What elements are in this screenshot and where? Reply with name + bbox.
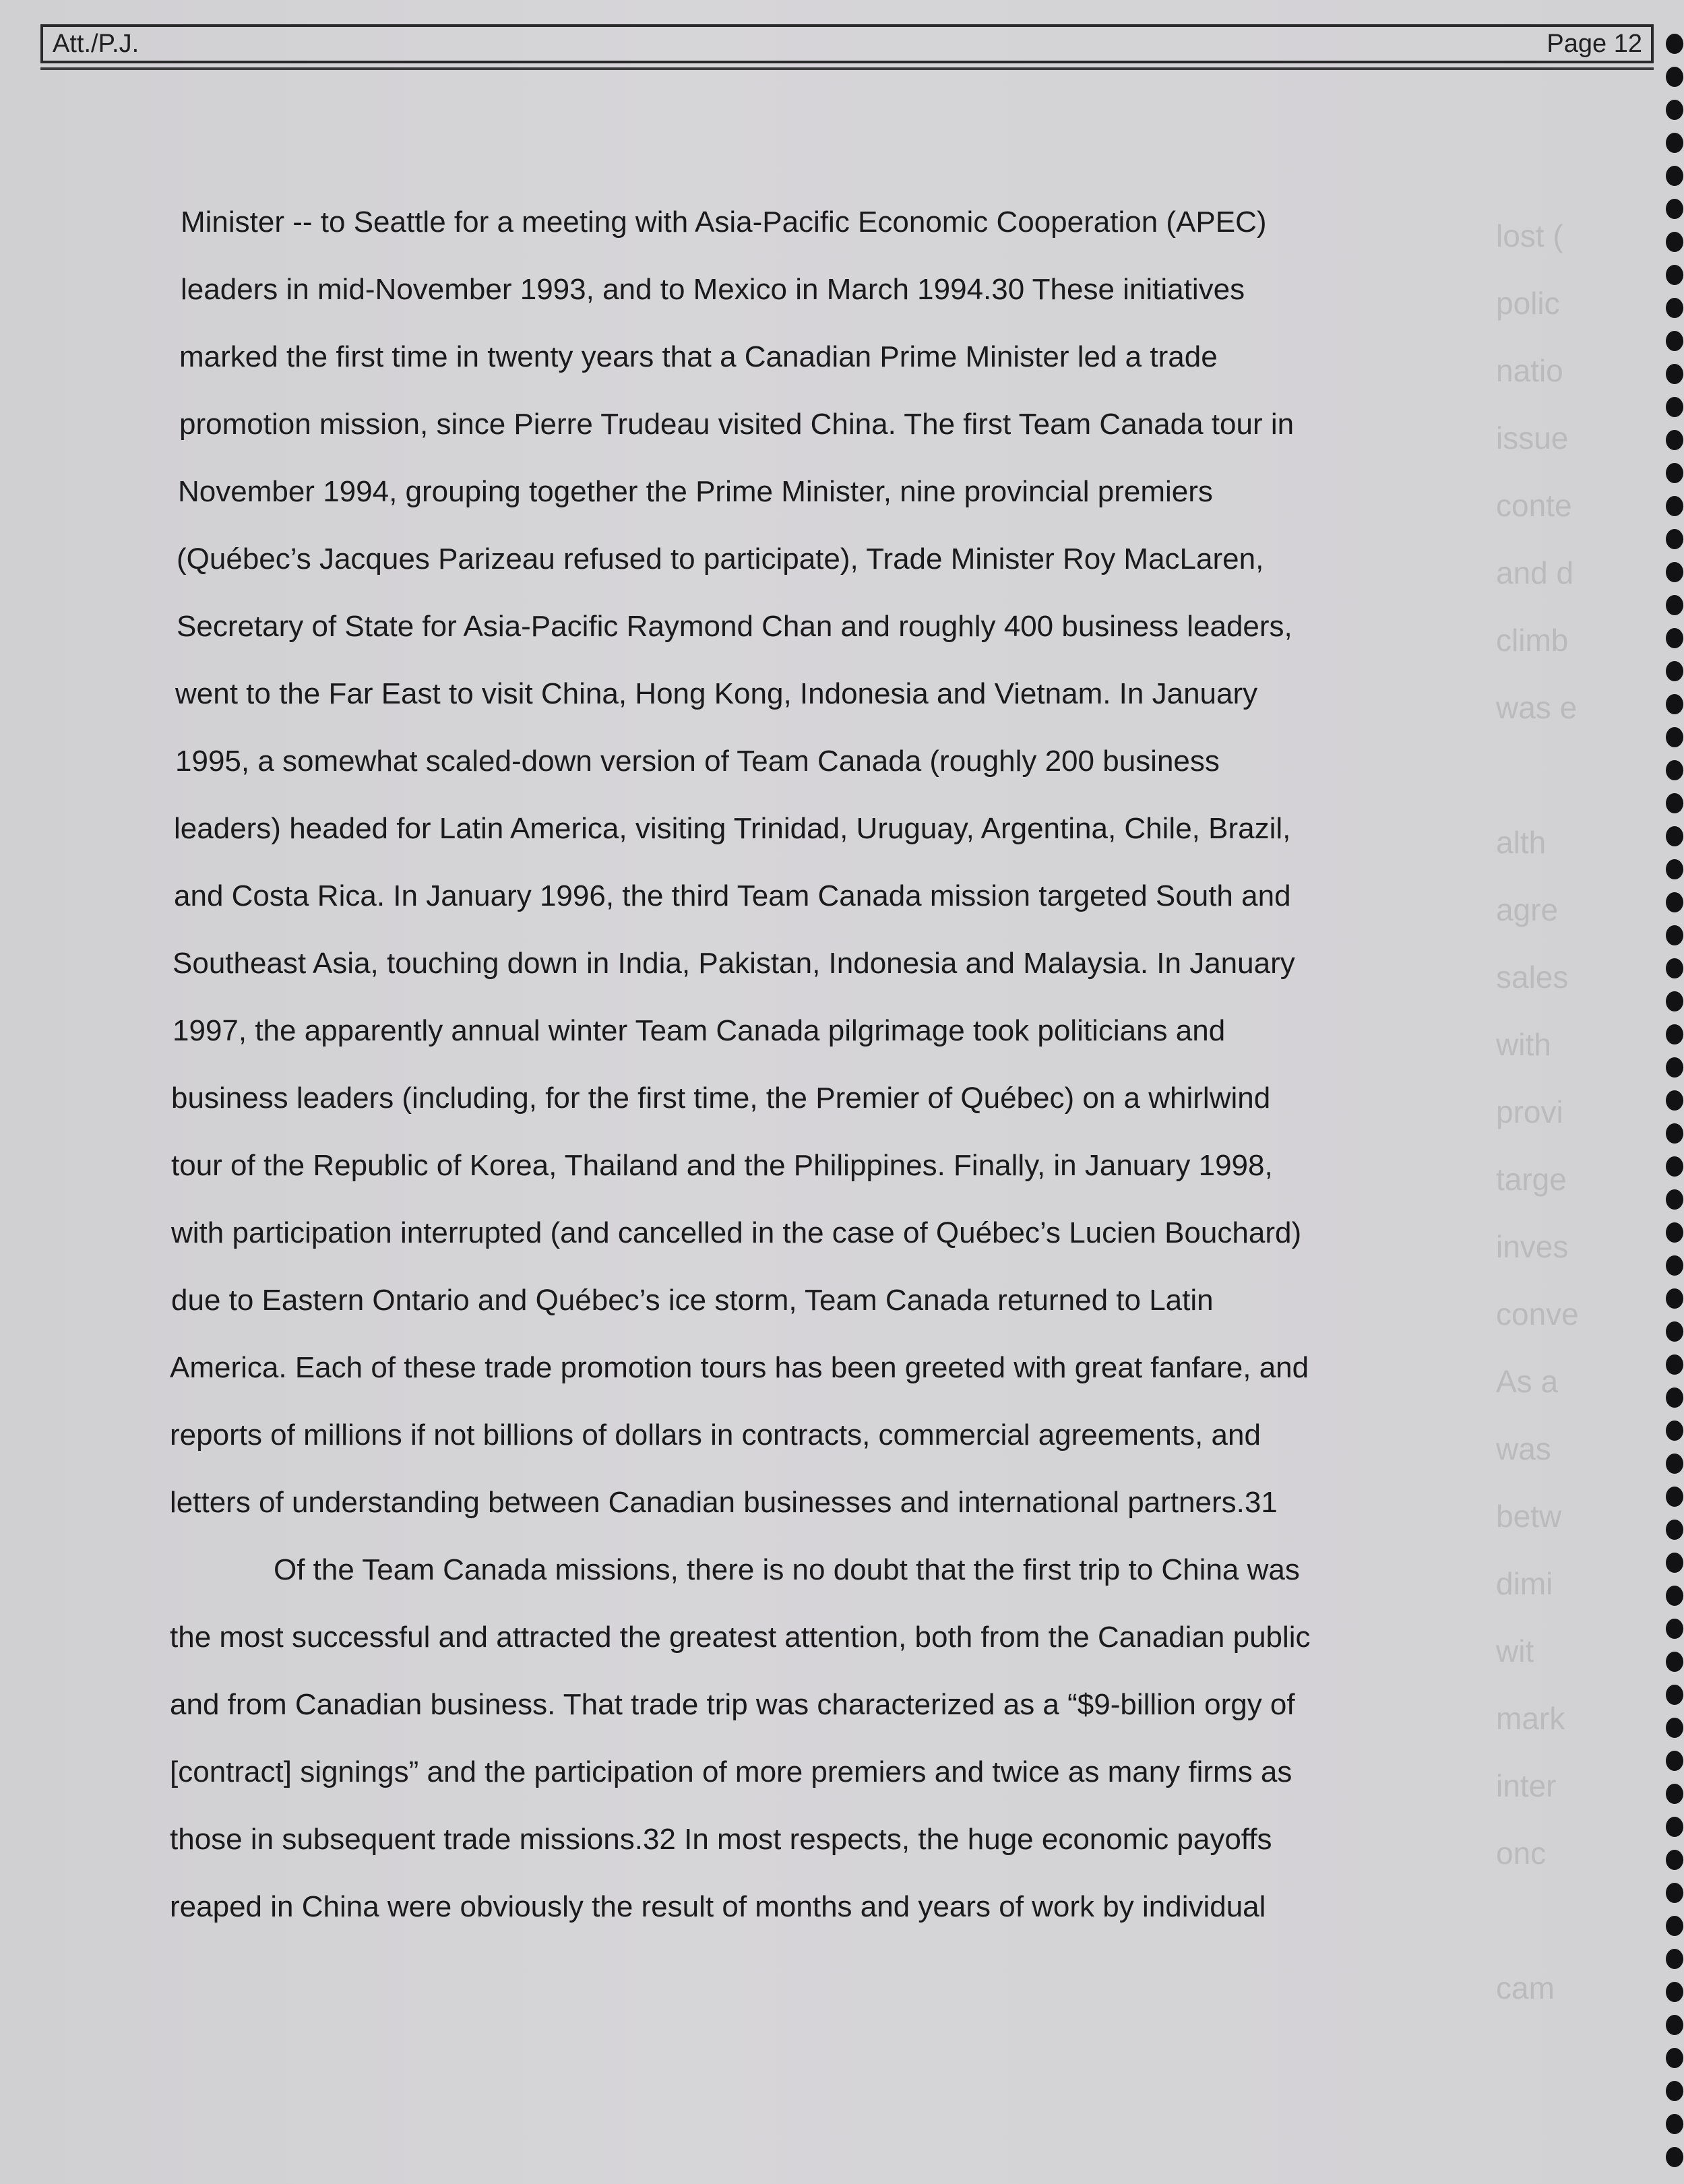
text-line: Of the Team Canada missions, there is no doubt that the first trip to China was [274,1553,1300,1586]
text-line: leaders in mid-November 1993, and to Mexico in March 1994.30 These initiatives [181,273,1245,306]
text-line: Southeast Asia, touching down in India, Pakistan, Indonesia and Malaysia. In January [173,947,1295,980]
text-line: and from Canadian business. That trade trip was characterized as a “$9-billion orgy of [170,1688,1295,1721]
binding-hole [1666,1288,1683,1309]
text-line: tour of the Republic of Korea, Thailand and the Philippines. Finally, in January 1998, [171,1149,1273,1182]
binding-hole [1666,2048,1683,2068]
binding-hole [1666,595,1683,615]
binding-hole [1666,925,1683,945]
text-line: marked the first time in twenty years that a Canadian Prime Minister led a trade [179,340,1218,373]
binding-hole [1666,826,1683,846]
bleed-through-line: climb [1496,623,1569,658]
binding-hole [1666,1751,1683,1771]
header-frame [40,24,1654,63]
bleed-through-line: sales [1496,960,1569,995]
binding-hole [1666,991,1683,1011]
binding-hole [1666,1255,1683,1276]
binding-hole [1666,529,1683,549]
binding-hole [1666,1222,1683,1243]
text-line: went to the Far East to visit China, Hong Kong, Indonesia and Vietnam. In January [175,677,1258,710]
bleed-through-line: conve [1496,1297,1579,1332]
bleed-through-line: dimi [1496,1566,1553,1601]
binding-hole [1666,166,1683,186]
text-line: (Québec’s Jacques Parizeau refused to participate), Trade Minister Roy MacLaren, [177,542,1264,575]
binding-hole [1666,100,1683,120]
binding-hole [1666,1883,1683,1903]
text-line: Secretary of State for Asia-Pacific Raymond Chan and roughly 400 business leaders, [177,610,1292,643]
binding-hole [1666,1057,1683,1078]
binding-hole [1666,331,1683,351]
binding-hole [1666,859,1683,879]
bleed-through-line: and d [1496,555,1574,590]
binding-hole [1666,1487,1683,1507]
binding-hole [1666,232,1683,252]
text-line: promotion mission, since Pierre Trudeau visited China. The first Team Canada tour in [179,408,1295,441]
binding-hole [1666,1354,1683,1375]
text-line: business leaders (including, for the first time, the Premier of Québec) on a whirlwind [171,1082,1271,1115]
binding-hole [1666,1090,1683,1111]
text-line: the most successful and attracted the greatest attention, both from the Canadian public [170,1621,1311,1654]
binding-hole [1666,1850,1683,1870]
text-line: due to Eastern Ontario and Québec’s ice storm, Team Canada returned to Latin [171,1284,1214,1317]
bleed-through-line: alth [1496,825,1547,860]
binding-hole [1666,958,1683,978]
text-line: those in subsequent trade missions.32 In most respects, the huge economic payoffs [170,1823,1272,1856]
binding-hole [1666,562,1683,582]
binding-hole [1666,34,1683,54]
binding-hole [1666,133,1683,153]
binding-hole [1666,1982,1683,2002]
binding-hole [1666,1685,1683,1705]
bleed-through-line: lost ( [1496,218,1563,253]
text-line: [contract] signings” and the participation of more premiers and twice as many firms as [170,1755,1292,1788]
binding-hole [1666,298,1683,318]
binding-hole [1666,892,1683,912]
binding-hole [1666,496,1683,516]
bleed-through-line [1496,1887,1658,1954]
text-line: America. Each of these trade promotion tours has been greeted with great fanfare, and [170,1351,1309,1384]
binding-hole [1666,1817,1683,1837]
binding-hole [1666,463,1683,483]
bleed-through-line [1496,741,1658,809]
attachment-label: Att./P.J. [53,30,139,58]
bleed-through-line: inter [1496,1768,1557,1803]
binding-hole [1666,727,1683,747]
binding-hole [1666,1454,1683,1474]
text-line: November 1994, grouping together the Prime Minister, nine provincial premiers [178,475,1213,508]
binding-hole [1666,265,1683,285]
text-line: with participation interrupted (and cancelled in the case of Québec’s Lucien Bouchard) [171,1216,1302,1249]
bleed-through-line: As a [1496,1364,1559,1399]
bleed-through-line: agre [1496,892,1559,927]
bleed-through-line: with [1496,1027,1551,1062]
bleed-through-line: onc [1496,1836,1547,1871]
binding-hole [1666,1387,1683,1408]
bleed-through-line: was [1496,1431,1551,1466]
binding-hole [1666,628,1683,648]
text-line: reports of millions if not billions of dollars in contracts, commercial agreements, and [170,1418,1261,1452]
binding-hole [1666,1421,1683,1441]
binding-hole [1666,1123,1683,1144]
text-line: and Costa Rica. In January 1996, the third Team Canada mission targeted South and [174,879,1291,912]
binding-hole [1666,694,1683,714]
binding-hole [1666,1189,1683,1210]
spiral-binding [1658,27,1684,2184]
bleed-through-line: was e [1496,690,1578,725]
text-line: Minister -- to Seattle for a meeting with Asia-Pacific Economic Cooperation (APEC) [181,206,1267,239]
text-line: 1997, the apparently annual winter Team Canada pilgrimage took politicians and [173,1014,1226,1047]
header-rule [40,67,1654,70]
binding-hole [1666,199,1683,219]
binding-hole [1666,1619,1683,1639]
bleed-through-text [1496,202,1658,2022]
page-number: Page 12 [1547,30,1642,58]
bleed-through-line: betw [1496,1499,1562,1534]
bleed-through-line: wit [1496,1633,1534,1668]
bleed-through-line: cam [1496,1970,1555,2005]
binding-hole [1666,760,1683,780]
binding-hole [1666,1718,1683,1738]
binding-hole [1666,1520,1683,1540]
bleed-through-line: polic [1496,286,1560,321]
text-line: leaders) headed for Latin America, visiting Trinidad, Uruguay, Argentina, Chile, Brazil, [174,812,1291,845]
text-line: 1995, a somewhat scaled-down version of Team Canada (roughly 200 business [175,745,1220,778]
text-line: letters of understanding between Canadian businesses and international partners.31 [170,1486,1278,1519]
binding-hole [1666,661,1683,681]
text-line: reaped in China were obviously the result of months and years of work by individual [170,1890,1266,1923]
binding-hole [1666,67,1683,87]
bleed-through-line: inves [1496,1229,1569,1264]
bleed-through-line: mark [1496,1701,1565,1736]
binding-hole [1666,364,1683,384]
binding-hole [1666,2015,1683,2035]
bleed-through-line: provi [1496,1094,1563,1129]
bleed-through-line: targe [1496,1162,1567,1197]
binding-hole [1666,2114,1683,2134]
binding-hole [1666,1586,1683,1606]
binding-hole [1666,1652,1683,1672]
binding-hole [1666,1024,1683,1044]
binding-hole [1666,2081,1683,2101]
binding-hole [1666,1916,1683,1936]
binding-hole [1666,1321,1683,1342]
binding-hole [1666,2147,1683,2167]
binding-hole [1666,1553,1683,1573]
binding-hole [1666,397,1683,417]
binding-hole [1666,1156,1683,1177]
bleed-through-line: conte [1496,488,1572,523]
bleed-through-line: issue [1496,420,1569,456]
bleed-through-line: natio [1496,353,1563,388]
binding-hole [1666,793,1683,813]
binding-hole [1666,1784,1683,1804]
binding-hole [1666,430,1683,450]
binding-hole [1666,1949,1683,1969]
